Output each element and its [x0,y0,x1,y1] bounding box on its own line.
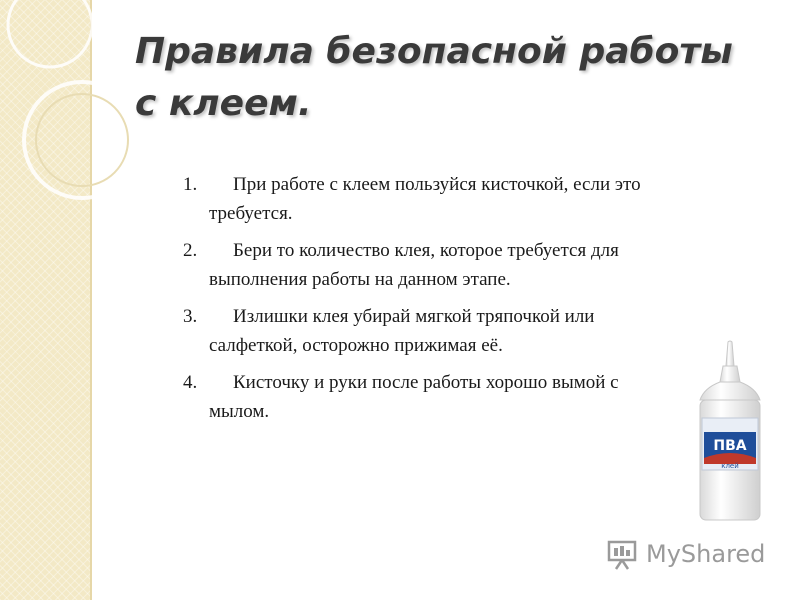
rule-number: 3. [183,306,198,327]
rules-list [183,170,683,434]
glue-bottle-image [690,340,770,530]
slide-title: Правила безопасной работы с клеем. [135,31,733,124]
rule-text: Кисточку и руки после работы хорошо вымой с мылом. [209,372,619,422]
rule-text: При работе с клеем пользуйся кисточкой, если это требуется. [209,174,641,224]
rule-number: 2. [183,240,198,261]
watermark-text: MyShared [646,540,766,568]
bottle-label: ПВА [713,438,747,454]
presentation-board-icon [606,537,640,571]
rule-item [183,368,683,426]
bottle-sublabel: клей [721,462,739,470]
rule-number: 4. [183,372,198,393]
watermark [606,536,765,572]
rule-item [183,236,683,294]
rule-text: Бери то количество клея, которое требуется для выполнения работы на данном этапе. [209,240,619,290]
rule-text: Излишки клея убирай мягкой тряпочкой или салфеткой, осторожно прижимая её. [209,306,595,356]
rule-item [183,302,683,360]
rule-item [183,170,683,228]
decorative-circles [0,0,140,260]
rule-number: 1. [183,174,198,195]
